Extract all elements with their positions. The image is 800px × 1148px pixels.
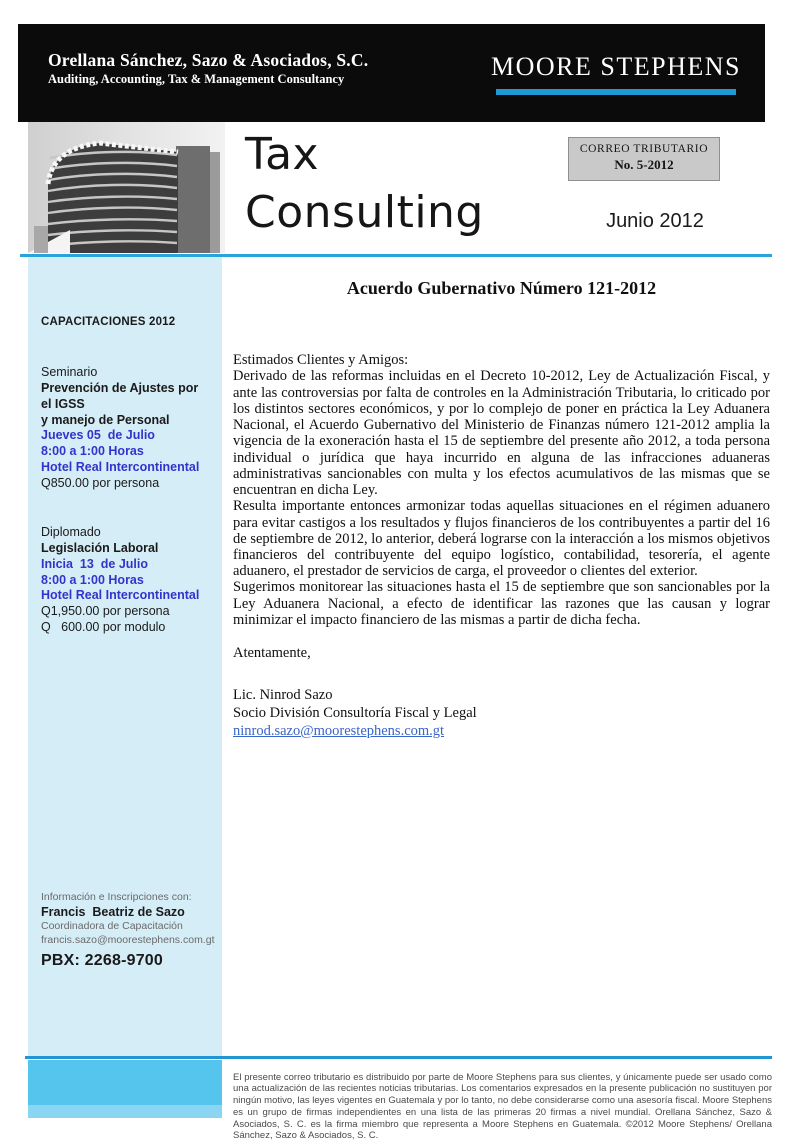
- contact-email: francis.sazo@moorestephens.com.gt: [41, 934, 215, 947]
- firm-tagline: Auditing, Accounting, Tax & Management Consultancy: [48, 72, 345, 86]
- seminar-title-line2: y manejo de Personal: [41, 412, 170, 427]
- footer-cyan-strip: [28, 1105, 222, 1118]
- footer-disclaimer: El presente correo tributario es distribuido por parte de Moore Stephens para sus clientes, y únicamente puede ser usado como una actualización de las recientes noticias tributarias. Los comentarios expresados en la presente publicación no sustituyen por ningún motivo, las leyes vigentes en Guatemala y por lo tanto, no debe considerarse como una asesoría fiscal. Moore Stephens es un grupo de firmas independientes en una lista de las primeras 20 firmas a nivel mundial. Orellana Sánchez, Sazo & Asociados, S. C. es la firma miembro que representa a Moore Stephens en Guatemala. ©2012 Moore Stephens/ Orellana Sánchez, Sazo & Asociados, S. C.: [233, 1071, 772, 1142]
- article-paragraph-1: Derivado de las reformas incluidas en el Decreto 10-2012, Ley de Actualización Fiscal, y ante las controversias por falta de controles en la Administración Tributaria, lo criticado por los distintos sectores económicos, y por lo complejo de poner en práctica la Ley Aduanera Nacional, el Acuerdo Gubernativo del Ministerio de Finanzas número 121-2012 amplia la vigencia de la exoneración hasta el 15 de septiembre del presente año 2012, a toda persona individual o jurídica que haya incurrido en alguna de las infracciones aduaneras administrativas sancionables con multa y los efectos acumulativos de las mismas que se encuentran en dicha Ley.: [233, 368, 770, 499]
- bulletin-number: No. 5-2012: [614, 157, 674, 172]
- publication-title-line2: Consulting: [245, 187, 484, 239]
- article-paragraph-3: Sugerimos monitorear las situaciones hasta el 15 de septiembre que son sancionables por la Ley Aduanera Nacional, a efecto de identificar las razones que las causan y lograr minimizar el impacto financiero de las mismas a partir de dicha fecha.: [233, 579, 770, 628]
- sidebar: [28, 257, 222, 1057]
- contact-phone: PBX: 2268-9700: [41, 951, 163, 969]
- article-title: Acuerdo Gubernativo Número 121-2012: [346, 278, 657, 298]
- article-paragraph-2: Resulta importante entonces armonizar todas aquellas situaciones en el régimen aduanero para evitar castigos a los resultados y flujos financieros de los contribuyentes a partir del 16 de septiembre de 2012, lo anterior, deberá lograrse con la interacción a los mismos objetivos financieros del contribuyente del equipo logístico, contabilidad, tesorería, el agente aduanero, el prestador de servicios de carga, el proveedor o clientes del exterior.: [233, 498, 770, 580]
- seminar-venue: Hotel Real Intercontinental: [41, 459, 200, 474]
- diploma-venue: Hotel Real Intercontinental: [41, 588, 200, 603]
- diploma-time: 8:00 a 1:00 Horas: [41, 572, 144, 587]
- diploma-price-module: Q 600.00 por modulo: [41, 619, 166, 634]
- article-closing: Atentamente,: [233, 645, 311, 662]
- registration-contact: [41, 891, 216, 971]
- brand-logo: MOORE STEPHENS: [491, 52, 741, 81]
- seminar-price: Q850.00 por persona: [41, 475, 160, 490]
- sidebar-heading: CAPACITACIONES 2012: [41, 316, 176, 328]
- signature-role: Socio División Consultoría Fiscal y Legal: [233, 705, 477, 722]
- contact-role: Coordinadora de Capacitación: [41, 920, 183, 933]
- header-bar: [18, 24, 765, 122]
- brand-underline: [496, 89, 736, 95]
- brand-block: [491, 52, 741, 95]
- seminar-time: 8:00 a 1:00 Horas: [41, 444, 144, 459]
- seminar-title-line1: Prevención de Ajustes por el IGSS: [41, 381, 202, 411]
- building-photo-image: [28, 122, 225, 253]
- seminar-item: [41, 365, 212, 491]
- contact-name: Francis Beatriz de Sazo: [41, 904, 185, 919]
- seminar-type: Seminario: [41, 365, 98, 380]
- footer-cyan-block: [28, 1060, 222, 1105]
- publication-title-line1: Tax: [245, 129, 320, 180]
- signature-email-link[interactable]: ninrod.sazo@moorestephens.com.gt: [233, 722, 445, 739]
- bulletin-label: CORREO TRIBUTARIO: [579, 143, 709, 155]
- diploma-title: Legislación Laboral: [41, 541, 159, 556]
- contact-intro: Información e Inscripciones con:: [41, 891, 192, 903]
- firm-name: Orellana Sánchez, Sazo & Asociados, S.C.: [48, 50, 369, 70]
- signature-block: [233, 687, 770, 740]
- signature-name: Lic. Ninrod Sazo: [233, 687, 333, 704]
- article-salutation: Estimados Clientes y Amigos:: [233, 352, 409, 369]
- diploma-date: Inicia 13 de Julio: [41, 556, 148, 571]
- bulletin-box: [568, 137, 720, 181]
- publication-title: [245, 126, 484, 242]
- diploma-type: Diplomado: [41, 525, 101, 540]
- issue-date: Junio 2012: [606, 210, 704, 232]
- firm-block: [48, 50, 368, 87]
- seminar-date: Jueves 05 de Julio: [41, 428, 155, 443]
- article: [233, 278, 770, 740]
- footer-divider: [25, 1056, 772, 1059]
- building-photo: [28, 122, 225, 253]
- diploma-price-person: Q1,950.00 por persona: [41, 604, 170, 619]
- diploma-item: [41, 525, 212, 635]
